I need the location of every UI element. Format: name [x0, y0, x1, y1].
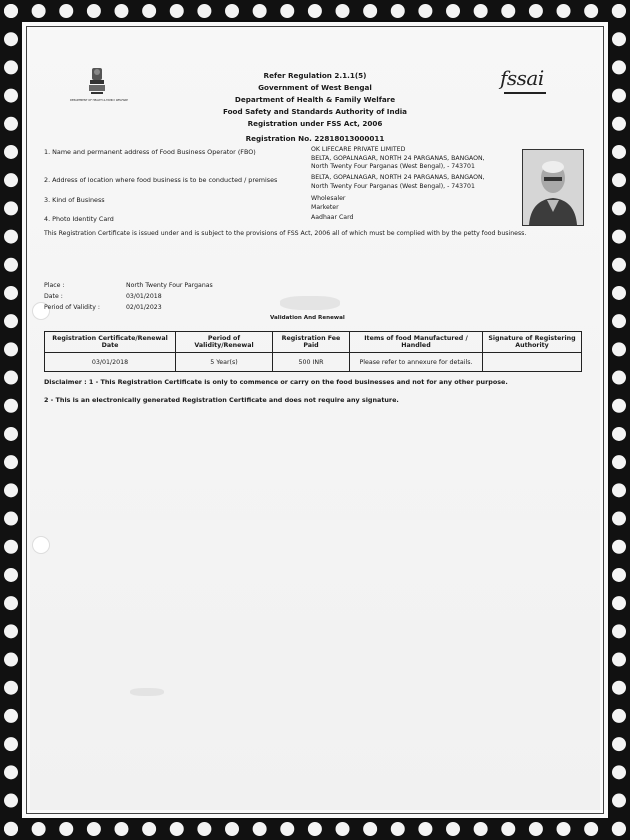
business-kind-1: Wholesaler	[311, 195, 346, 202]
fssai-logo: fssai	[500, 66, 544, 90]
detail-value-3	[311, 195, 521, 212]
department-name: Department of Health & Family Welfare	[234, 95, 396, 104]
government-name: Government of West Bengal	[258, 83, 372, 92]
date-value: 03/01/2018	[126, 293, 162, 300]
operator-photo	[522, 149, 584, 226]
detail-value-4	[311, 214, 521, 223]
cell-validity-period: 5 Year(s)	[176, 353, 273, 372]
detail-label-3: 3. Kind of Business	[44, 196, 105, 204]
place-value: North Twenty Four Parganas	[126, 282, 213, 289]
punch-hole-bottom	[32, 536, 50, 554]
detail-label-1: 1. Name and permanent address of Food Business Operator (FBO)	[44, 148, 256, 156]
premises-address-line-2: North Twenty Four Parganas (West Bengal), - 743701	[311, 182, 475, 190]
validation-title: Validation And Renewal	[270, 315, 345, 321]
col-validity-period: Period of Validity/Renewal	[176, 332, 273, 353]
stamp-smudge	[280, 296, 340, 310]
fssai-logo-underline	[504, 92, 546, 94]
disclaimer-2: 2 - This is an electronically generated Registration Certificate and does not require any signature.	[44, 396, 399, 404]
cell-items-handled: Please refer to annexure for details.	[350, 353, 483, 372]
detail-value-1	[311, 146, 521, 172]
authority-name: Food Safety and Standards Authority of India	[222, 107, 408, 116]
emblem-caption: DEPARTMENT OF HEALTH & FAMILY WELFARE	[70, 99, 128, 102]
date-label: Date :	[44, 293, 63, 300]
detail-label-4: 4. Photo Identity Card	[44, 215, 114, 223]
table-row	[45, 353, 582, 372]
business-kind-2: Marketer	[311, 203, 339, 211]
col-signature: Signature of Registering Authority	[483, 332, 582, 353]
detail-label-2: 2. Address of location where food business is to be conducted / premises	[44, 176, 278, 184]
validity-label: Period of Validity :	[44, 304, 100, 311]
disclaimer-1: Disclaimer : 1 - This Registration Certificate is only to commence or carry on the food businesses and not for any other purpose.	[44, 378, 508, 386]
state-emblem-icon	[86, 66, 108, 96]
cell-renewal-date: 03/01/2018	[45, 353, 176, 372]
place-label: Place :	[44, 282, 65, 289]
validity-value: 02/01/2023	[126, 304, 162, 311]
cell-fee-paid: 500 INR	[273, 353, 350, 372]
ink-smudge	[130, 688, 164, 696]
col-items-handled: Items of food Manufactured / Handled	[350, 332, 483, 353]
fbo-address-line-2: North Twenty Four Parganas (West Bengal), - 743701	[311, 163, 475, 170]
issue-statement: This Registration Certificate is issued under and is subject to the provisions of FSS Act, 2006 all of which must be complied with by the petty food business.	[44, 230, 527, 237]
premises-address-line-1: BELTA, GOPALNAGAR, NORTH 24 PARGANAS, BANGAON,	[311, 174, 485, 181]
detail-value-2	[311, 174, 521, 191]
validation-table	[44, 331, 582, 372]
fbo-address-line-1: BELTA, GOPALNAGAR, NORTH 24 PARGANAS, BANGAON,	[311, 154, 485, 162]
photo-id-type: Aadhaar Card	[311, 214, 354, 221]
col-fee-paid: Registration Fee Paid	[273, 332, 350, 353]
table-header-row	[45, 332, 582, 353]
col-renewal-date: Registration Certificate/Renewal Date	[45, 332, 176, 353]
cell-signature	[483, 353, 582, 372]
registration-act: Registration under FSS Act, 2006	[247, 119, 383, 128]
fbo-name: OK LIFECARE PRIVATE LIMITED	[311, 146, 406, 153]
registration-number: Registration No. 22818013000011	[245, 134, 385, 143]
regulation-ref: Refer Regulation 2.1.1(5)	[263, 71, 367, 80]
